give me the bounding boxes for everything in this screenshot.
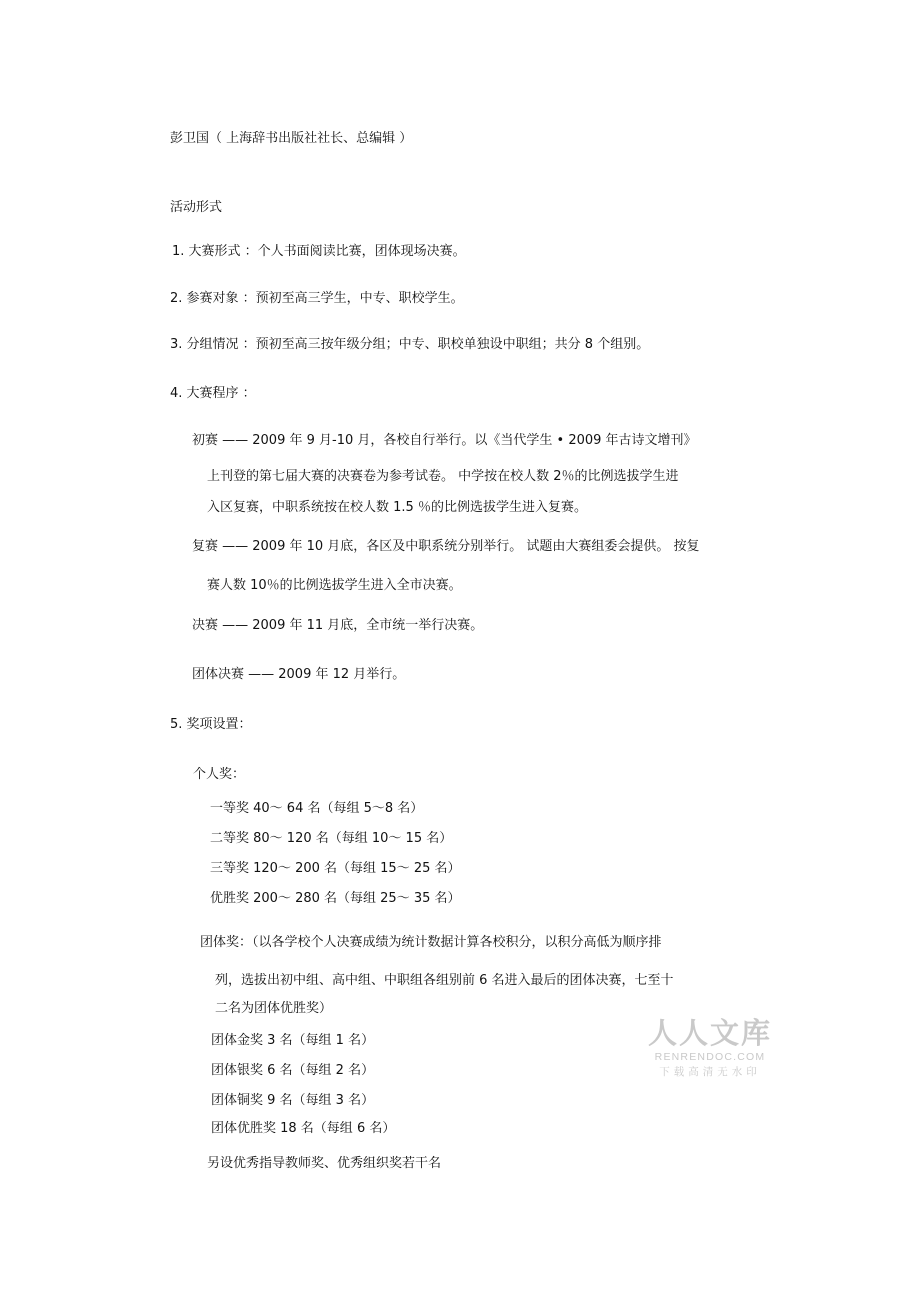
team-awards-line3: 二名为团体优胜奖） [215, 1001, 333, 1016]
team-awards-line2: 列，选拔出初中组、高中组、中职组各组别前 6 名进入最后的团体决赛，七至十 [215, 973, 674, 988]
item-target: 2. 参赛对象 ：预初至高三学生，中专、职校学生。 [170, 291, 464, 306]
team-award-bronze: 团体铜奖 9 名（每组 3 名） [211, 1093, 375, 1108]
procedure-prelim-line2: 上刊登的第七届大赛的决赛卷为参考试卷。 中学按在校人数 2％的比例选拔学生进 [207, 469, 679, 484]
procedure-semi-line1: 复赛 —— 2009 年 10 月底，各区及中职系统分别举行。 试题由大赛组委会提供。 按复 [192, 539, 700, 554]
award-excellence: 优胜奖 200～ 280 名（每组 25～ 35 名） [210, 891, 461, 906]
team-award-silver: 团体银奖 6 名（每组 2 名） [211, 1063, 375, 1078]
watermark-main: 人人文库 [647, 1016, 772, 1050]
watermark-tag: 下载高清无水印 [659, 1066, 761, 1078]
team-award-excellence: 团体优胜奖 18 名（每组 6 名） [211, 1121, 396, 1136]
individual-awards-title: 个人奖： [193, 767, 246, 782]
procedure-team-final: 团体决赛 —— 2009 年 12 月举行。 [192, 667, 406, 682]
watermark-site: RENRENDOC.COM [654, 1051, 766, 1063]
awards-title: 5. 奖项设置： [170, 717, 252, 732]
procedure-semi-line2: 赛人数 10％的比例选拔学生进入全市决赛。 [207, 578, 462, 593]
team-awards-line1: 团体奖：（以各学校个人决赛成绩为统计数据计算各校积分，以积分高低为顺序排 [200, 935, 662, 950]
watermark-logo [646, 1016, 774, 1080]
judge-line: 彭卫国（ 上海辞书出版社社长、总编辑 ） [170, 131, 413, 146]
item-procedure: 4. 大赛程序 ： [170, 386, 256, 401]
team-award-gold: 团体金奖 3 名（每组 1 名） [211, 1033, 375, 1048]
award-second: 二等奖 80～ 120 名（每组 10～ 15 名） [210, 831, 453, 846]
item-form: 1. 大赛形式 ：个人书面阅读比赛，团体现场决赛。 [172, 244, 466, 259]
award-first: 一等奖 40～ 64 名（每组 5～8 名） [210, 801, 424, 816]
other-awards: 另设优秀指导教师奖、优秀组织奖若干名 [207, 1156, 442, 1171]
procedure-prelim-line3: 入区复赛，中职系统按在校人数 1.5 ％的比例选拔学生进入复赛。 [207, 500, 587, 515]
award-third: 三等奖 120～ 200 名（每组 15～ 25 名） [210, 861, 461, 876]
section-title: 活动形式 [170, 200, 223, 215]
item-grouping: 3. 分组情况 ：预初至高三按年级分组；中专、职校单独设中职组；共分 8 个组别。 [170, 337, 650, 352]
procedure-final: 决赛 —— 2009 年 11 月底，全市统一举行决赛。 [192, 618, 484, 633]
procedure-prelim-line1: 初赛 —— 2009 年 9 月-10 月，各校自行举行。以《当代学生 • 2009 年古诗文增刊》 [192, 433, 697, 448]
